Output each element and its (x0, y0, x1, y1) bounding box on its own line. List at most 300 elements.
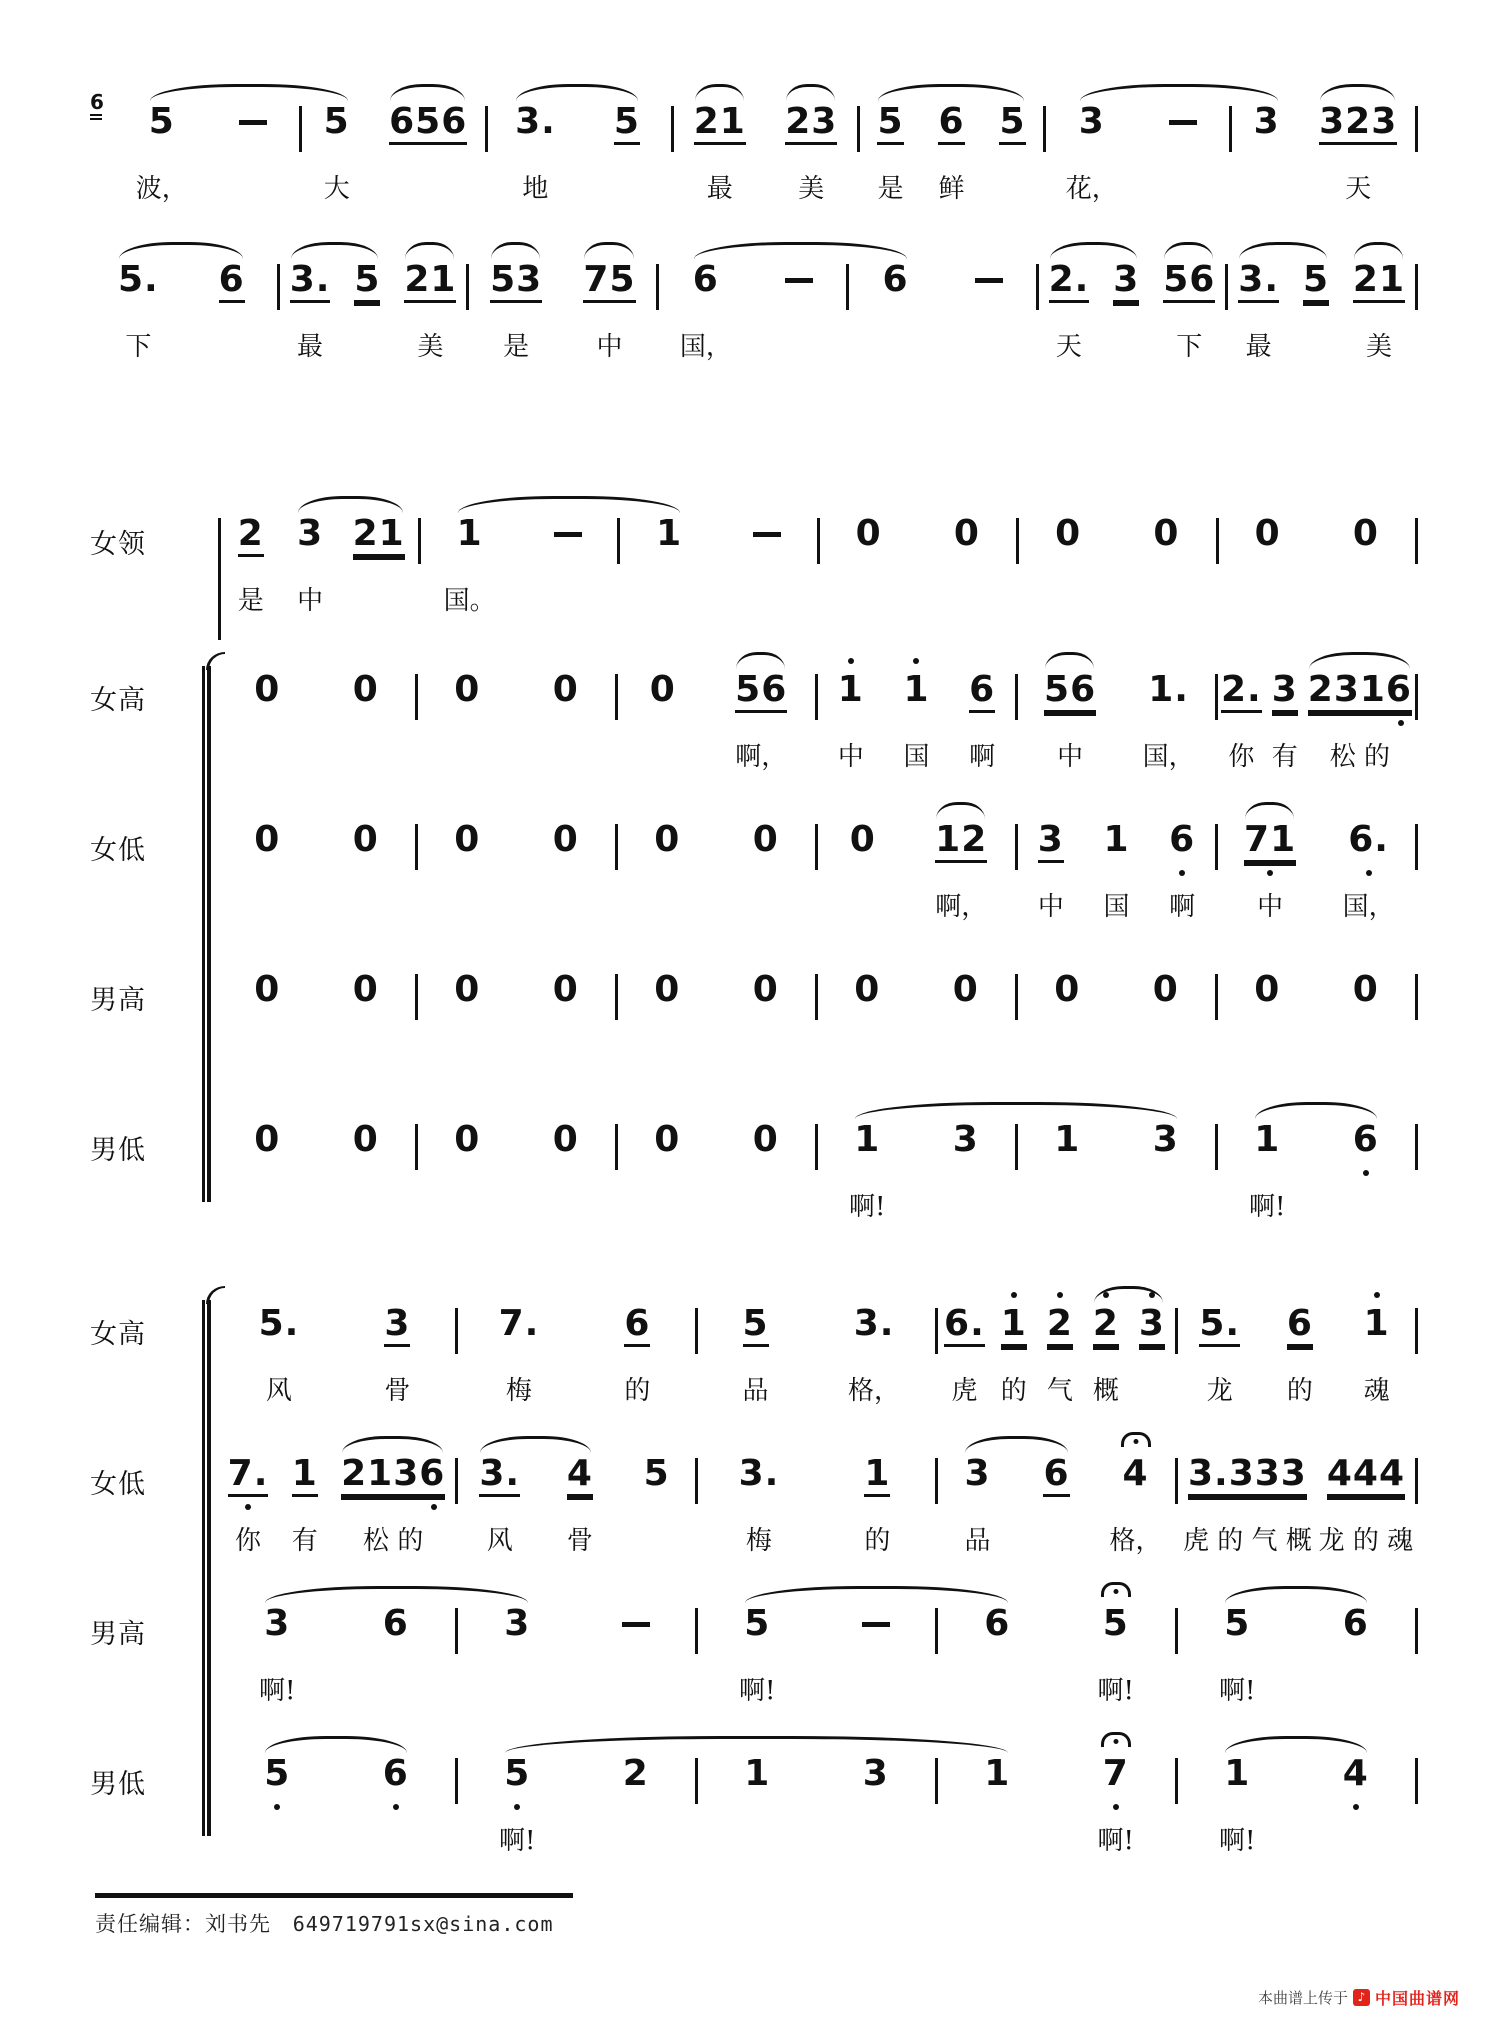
measure (418, 948, 615, 1010)
note-glyph: 2 (1047, 1304, 1073, 1347)
lyric: 啊 (1169, 892, 1196, 922)
lyric: 的 (1286, 1376, 1313, 1406)
note-glyph: 5 (744, 1603, 771, 1644)
dash-note (554, 532, 582, 537)
lyric: 鲜 (938, 174, 965, 204)
lyric: 有 (1271, 742, 1298, 772)
note-token (349, 648, 383, 710)
high-octave-dot (1057, 1292, 1063, 1298)
lyric: 美 (1365, 332, 1392, 362)
note-glyph: 1 (854, 1119, 881, 1160)
note-token (1268, 648, 1302, 772)
high-octave-dot (913, 658, 919, 664)
note-token (250, 1098, 284, 1160)
rest: 0 (254, 819, 281, 860)
note-token (1342, 798, 1395, 922)
rest: 0 (1254, 513, 1281, 554)
lyric: 骨 (566, 1526, 593, 1556)
rest: 0 (849, 819, 876, 860)
note-glyph: 3 (264, 1603, 291, 1644)
note-glyph: 1 (1363, 1303, 1390, 1344)
low-octave-dot (1398, 720, 1404, 726)
rest: 0 (654, 819, 681, 860)
note-glyph: 5 (614, 102, 640, 145)
note-glyph: 21 (353, 514, 405, 557)
note-token (259, 1582, 296, 1706)
note-token (250, 948, 284, 1010)
note-token (738, 1432, 780, 1556)
note-glyph: 53 (490, 260, 542, 303)
note-token (860, 1432, 894, 1556)
note-token (500, 1582, 534, 1644)
note-glyph: 5 (999, 102, 1025, 145)
stave-row (90, 948, 1418, 1098)
note-token (980, 1732, 1014, 1794)
lyric: 虎 (951, 1376, 978, 1406)
lyric: 中 (1057, 742, 1084, 772)
note-token (349, 948, 383, 1010)
note-glyph: 2316 (1308, 670, 1412, 713)
note-glyph: 6 (969, 670, 995, 713)
note-token (549, 948, 583, 1010)
dash-note (622, 1622, 650, 1627)
lyric: 波， (135, 174, 188, 204)
measure (1178, 1282, 1415, 1406)
note-glyph: 3 (1152, 1119, 1179, 1160)
measure (618, 948, 815, 1010)
lyric: 龙 的 魂 (1318, 1526, 1414, 1556)
note-glyph: 5. (1199, 1304, 1240, 1347)
system (90, 1282, 1418, 1882)
note-token (1051, 492, 1085, 554)
note-glyph: 4 (1342, 1753, 1369, 1794)
lyric: 啊! (1219, 1826, 1256, 1856)
meter-signature: 6 (90, 90, 104, 114)
note-glyph: 3 (1038, 820, 1064, 863)
note-glyph: 21 (404, 260, 456, 303)
measure (218, 1282, 455, 1406)
note-glyph: 56 (735, 670, 787, 713)
note-glyph: 2. (1049, 260, 1090, 303)
note-glyph: 7. (498, 1303, 540, 1344)
rest: 0 (654, 969, 681, 1010)
measure (1219, 492, 1416, 554)
stave-row (90, 1432, 1418, 1582)
lyric: 松 的 (1329, 742, 1390, 772)
note-glyph: 3. (479, 1454, 520, 1497)
rest: 0 (454, 969, 481, 1010)
lyric: 下 (125, 332, 152, 362)
note-token (234, 492, 268, 616)
note-token (498, 1282, 540, 1406)
lyric: 骨 (384, 1376, 411, 1406)
lyric: 的 (1000, 1376, 1027, 1406)
note-token (650, 948, 684, 1010)
site-name: 中国曲谱网 (1374, 1989, 1460, 2008)
note-token (750, 492, 784, 541)
note-token (227, 1432, 269, 1556)
lyric: 最 (297, 332, 324, 362)
rest: 0 (1152, 969, 1179, 1010)
note-glyph: 6 (382, 1603, 409, 1644)
rest: 0 (454, 1119, 481, 1160)
note-glyph: 7 (1102, 1753, 1129, 1794)
dash-note (862, 1622, 890, 1627)
note-glyph: 5 (1102, 1603, 1129, 1644)
part-label: 男低 (90, 1135, 146, 1166)
part-label: 男高 (90, 1619, 146, 1650)
note-glyph: 3 (952, 1119, 979, 1160)
lyric: 中 (837, 742, 864, 772)
lyric: 下 (1176, 332, 1203, 362)
lyric: 啊! (1097, 1676, 1134, 1706)
note-glyph: 6 (1043, 1454, 1069, 1497)
stave (218, 648, 1418, 798)
lyric: 你 (235, 1526, 262, 1556)
note-glyph: 5 (877, 102, 903, 145)
high-octave-dot (1011, 1292, 1017, 1298)
lyric: 最 (1245, 332, 1272, 362)
lyric: 品 (742, 1376, 769, 1406)
stave-row (90, 648, 1418, 798)
note-glyph: 1 (837, 669, 864, 710)
fermata-icon (1101, 1732, 1131, 1747)
note-token (1165, 798, 1199, 922)
note-token (1142, 648, 1195, 772)
note-token (749, 798, 783, 860)
lyric: 松 的 (363, 1526, 424, 1556)
fermata-icon (1121, 1432, 1151, 1447)
rest: 0 (454, 669, 481, 710)
stave (218, 1582, 1418, 1732)
note-glyph: 1 (1054, 1119, 1081, 1160)
note-glyph: 71 (1244, 820, 1296, 863)
part-label: 女高 (90, 685, 146, 716)
system (90, 492, 1418, 642)
note-token (650, 798, 684, 860)
note-glyph: 1 (456, 513, 483, 554)
rest: 0 (352, 669, 379, 710)
note-token (997, 1282, 1031, 1406)
measure (618, 1098, 815, 1160)
measure (218, 798, 415, 860)
note-token (949, 948, 983, 1010)
site-credit (1258, 1986, 1460, 2009)
note-glyph: 6 (938, 102, 964, 145)
rest: 0 (1055, 513, 1082, 554)
lyric: 是 (237, 586, 264, 616)
note-token (1349, 948, 1383, 1010)
lyric: 大 (323, 174, 350, 204)
stave-row (90, 1582, 1418, 1732)
note-token (1251, 492, 1285, 554)
note-glyph: 6 (624, 1304, 650, 1347)
note-glyph: 1 (1103, 819, 1130, 860)
note-token (848, 1282, 901, 1406)
note-glyph: 5 (323, 101, 350, 142)
note-token (549, 798, 583, 860)
note-token (258, 1282, 300, 1406)
rest: 0 (752, 969, 779, 1010)
note-glyph: 1 (864, 1454, 890, 1497)
note-glyph: 56 (1163, 260, 1215, 303)
note-token (846, 798, 880, 860)
editor-label: 责任编辑：刘书先 (95, 1912, 271, 1936)
upload-note: 本曲谱上传于 (1257, 1989, 1348, 2007)
note-glyph: 7. (228, 1454, 269, 1497)
lyric: 国 (903, 742, 930, 772)
part-label: 男低 (90, 1769, 146, 1800)
stave-row (90, 1098, 1418, 1248)
lyric: 啊! (1249, 1192, 1286, 1222)
note-glyph: 5 (743, 1304, 769, 1347)
measure (1018, 798, 1215, 922)
lyric: 国， (1342, 892, 1395, 922)
lyric: 中 (596, 332, 623, 362)
rest: 0 (654, 1119, 681, 1160)
barline (1415, 518, 1418, 564)
measure (698, 1432, 935, 1556)
lyric: 啊 (969, 742, 996, 772)
note-glyph: 1 (1224, 1753, 1251, 1794)
rest: 0 (454, 819, 481, 860)
lyric: 魂 (1363, 1376, 1390, 1406)
rest: 0 (1352, 969, 1379, 1010)
note-token (250, 798, 284, 860)
note-token (739, 1582, 776, 1706)
lyric: 啊! (1219, 1676, 1256, 1706)
lyric: 中 (1037, 892, 1064, 922)
rest: 0 (1352, 513, 1379, 554)
note-glyph: 1 (1254, 1119, 1281, 1160)
note-glyph: 2. (1221, 670, 1262, 713)
note-glyph: 3. (290, 260, 331, 303)
editor-email: 649719791sx@sina.com (292, 1912, 554, 1936)
lyric: 国， (679, 332, 732, 362)
low-octave-dot (274, 1804, 280, 1810)
measure (1218, 798, 1415, 922)
measure (618, 648, 815, 772)
note-glyph: 1 (744, 1753, 771, 1794)
low-octave-dot (1113, 1804, 1119, 1810)
system (90, 80, 1418, 230)
dash-note (753, 532, 781, 537)
low-octave-dot (1363, 1170, 1369, 1176)
note-glyph: 12 (935, 820, 987, 863)
rest: 0 (552, 1119, 579, 1160)
note-glyph: 4 (567, 1454, 593, 1497)
note-token (1109, 1432, 1162, 1556)
lyric: 国， (1142, 742, 1195, 772)
note-glyph: 323 (1319, 102, 1397, 145)
note-token (972, 238, 1006, 287)
rest: 0 (352, 819, 379, 860)
note-glyph: 5 (1303, 260, 1329, 303)
note-token (1199, 1282, 1241, 1406)
system (90, 648, 1418, 1248)
lyric: 啊! (1097, 1826, 1134, 1856)
note-glyph: 3 (1272, 670, 1298, 713)
note-glyph: 2 (1093, 1304, 1119, 1347)
note-token (1250, 948, 1284, 1010)
note-glyph: 5 (264, 1753, 291, 1794)
lyric: 中 (297, 586, 324, 616)
lyric: 国 (1103, 892, 1130, 922)
note-glyph: 2 (622, 1753, 649, 1794)
note-glyph: 3 (1253, 101, 1280, 142)
stave-row (90, 1282, 1418, 1432)
barline (1415, 674, 1418, 720)
measure (418, 1098, 615, 1160)
stave (218, 492, 1418, 642)
note-token (450, 798, 484, 860)
note-glyph: 6 (219, 260, 245, 303)
stave (218, 1732, 1418, 1882)
part-label: 女低 (90, 835, 146, 866)
measure (618, 798, 815, 860)
note-token (250, 648, 284, 710)
measure (1018, 648, 1215, 772)
low-octave-dot (514, 1804, 520, 1810)
lyric: 概 (1092, 1376, 1119, 1406)
stave-row (90, 492, 1418, 642)
low-octave-dot (1366, 870, 1372, 876)
dash-note (1169, 120, 1197, 125)
note-glyph: 6 (1342, 1603, 1369, 1644)
measure (1019, 492, 1216, 554)
note-token (349, 1098, 383, 1160)
note-token (1360, 1282, 1394, 1406)
note-token (619, 1582, 653, 1631)
rest: 0 (752, 1119, 779, 1160)
measure (418, 648, 615, 710)
lyric: 你 (1228, 742, 1255, 772)
note-glyph: 21 (1353, 260, 1405, 303)
note-token (850, 948, 884, 1010)
editor-credit (95, 1908, 554, 1938)
note-glyph: 1 (903, 669, 930, 710)
lyric: 美 (417, 332, 444, 362)
note-glyph: 6 (1169, 819, 1196, 860)
note-token (749, 1098, 783, 1160)
stave (218, 948, 1418, 1098)
lyric: 龙 (1206, 1376, 1233, 1406)
low-octave-dot (1267, 870, 1273, 876)
measure (820, 492, 1017, 554)
note-token (349, 798, 383, 860)
lyric: 地 (522, 174, 549, 204)
measure (1218, 948, 1415, 1010)
low-octave-dot (393, 1804, 399, 1810)
lyric: 虎 的 气 概 (1183, 1526, 1312, 1556)
note-glyph: 3. (1238, 260, 1279, 303)
note-token (980, 1582, 1014, 1644)
note-glyph: 5 (1224, 1603, 1251, 1644)
stave (90, 80, 1418, 230)
lyric: 的 (624, 1376, 651, 1406)
stave-row (90, 238, 1418, 388)
note-token (549, 648, 583, 710)
lyric: 是 (877, 174, 904, 204)
note-token (739, 1282, 773, 1406)
measure (218, 1098, 415, 1160)
fermata-icon (1101, 1582, 1131, 1597)
barline (1415, 1124, 1418, 1170)
lyric: 啊! (849, 1192, 886, 1222)
rest: 0 (352, 969, 379, 1010)
stave-row (90, 798, 1418, 948)
note-glyph: 5 (148, 101, 175, 142)
note-token (849, 1098, 886, 1222)
rest: 0 (1054, 969, 1081, 1010)
barline (1415, 824, 1418, 870)
lyric: 啊! (499, 1826, 536, 1856)
note-glyph: 5 (354, 260, 380, 303)
lyric: 风 (265, 1376, 292, 1406)
note-glyph: 1 (656, 513, 683, 554)
note-token (1149, 948, 1183, 1010)
rest: 0 (254, 669, 281, 710)
stave (218, 1432, 1418, 1582)
measure (818, 798, 1015, 922)
note-token (450, 1098, 484, 1160)
note-glyph: 1 (984, 1753, 1011, 1794)
note-token (620, 1282, 654, 1406)
rest: 0 (552, 819, 579, 860)
note-token (1034, 798, 1068, 922)
barline (1415, 106, 1418, 152)
measure (818, 648, 1015, 772)
rest: 0 (649, 669, 676, 710)
lyric: 风 (486, 1526, 513, 1556)
low-octave-dot (1179, 870, 1185, 876)
measure (418, 798, 615, 860)
note-glyph: 1. (1148, 669, 1189, 710)
low-octave-dot (1353, 1804, 1359, 1810)
note-glyph: 5. (258, 1303, 300, 1344)
rest: 0 (254, 1119, 281, 1160)
barline (1415, 1458, 1418, 1504)
lyric: 有 (291, 1526, 318, 1556)
note-glyph: 5. (117, 259, 159, 300)
stave (218, 1098, 1418, 1248)
note-glyph: 3. (853, 1303, 895, 1344)
measure (218, 948, 415, 1010)
stave (218, 1282, 1418, 1432)
note-token (1097, 1582, 1134, 1706)
lyric: 啊! (739, 1676, 776, 1706)
note-token (1099, 798, 1133, 922)
rest: 0 (854, 969, 881, 1010)
lyric: 的 (864, 1526, 891, 1556)
note-glyph: 3 (384, 1304, 410, 1347)
footer-divider (95, 1893, 573, 1898)
rest: 0 (855, 513, 882, 554)
note-glyph: 1 (292, 1454, 318, 1497)
note-token (499, 1732, 536, 1856)
barline (1415, 974, 1418, 1020)
note-glyph: 3 (862, 1753, 889, 1794)
note-glyph: 6 (1352, 1119, 1379, 1160)
note-glyph: 5 (504, 1753, 531, 1794)
note-token (1183, 1432, 1312, 1556)
note-glyph: 6 (984, 1603, 1011, 1644)
note-glyph: 21 (694, 102, 746, 145)
high-octave-dot (848, 658, 854, 664)
dash-note (785, 278, 813, 283)
note-token (950, 492, 984, 554)
lyric: 啊， (935, 892, 988, 922)
